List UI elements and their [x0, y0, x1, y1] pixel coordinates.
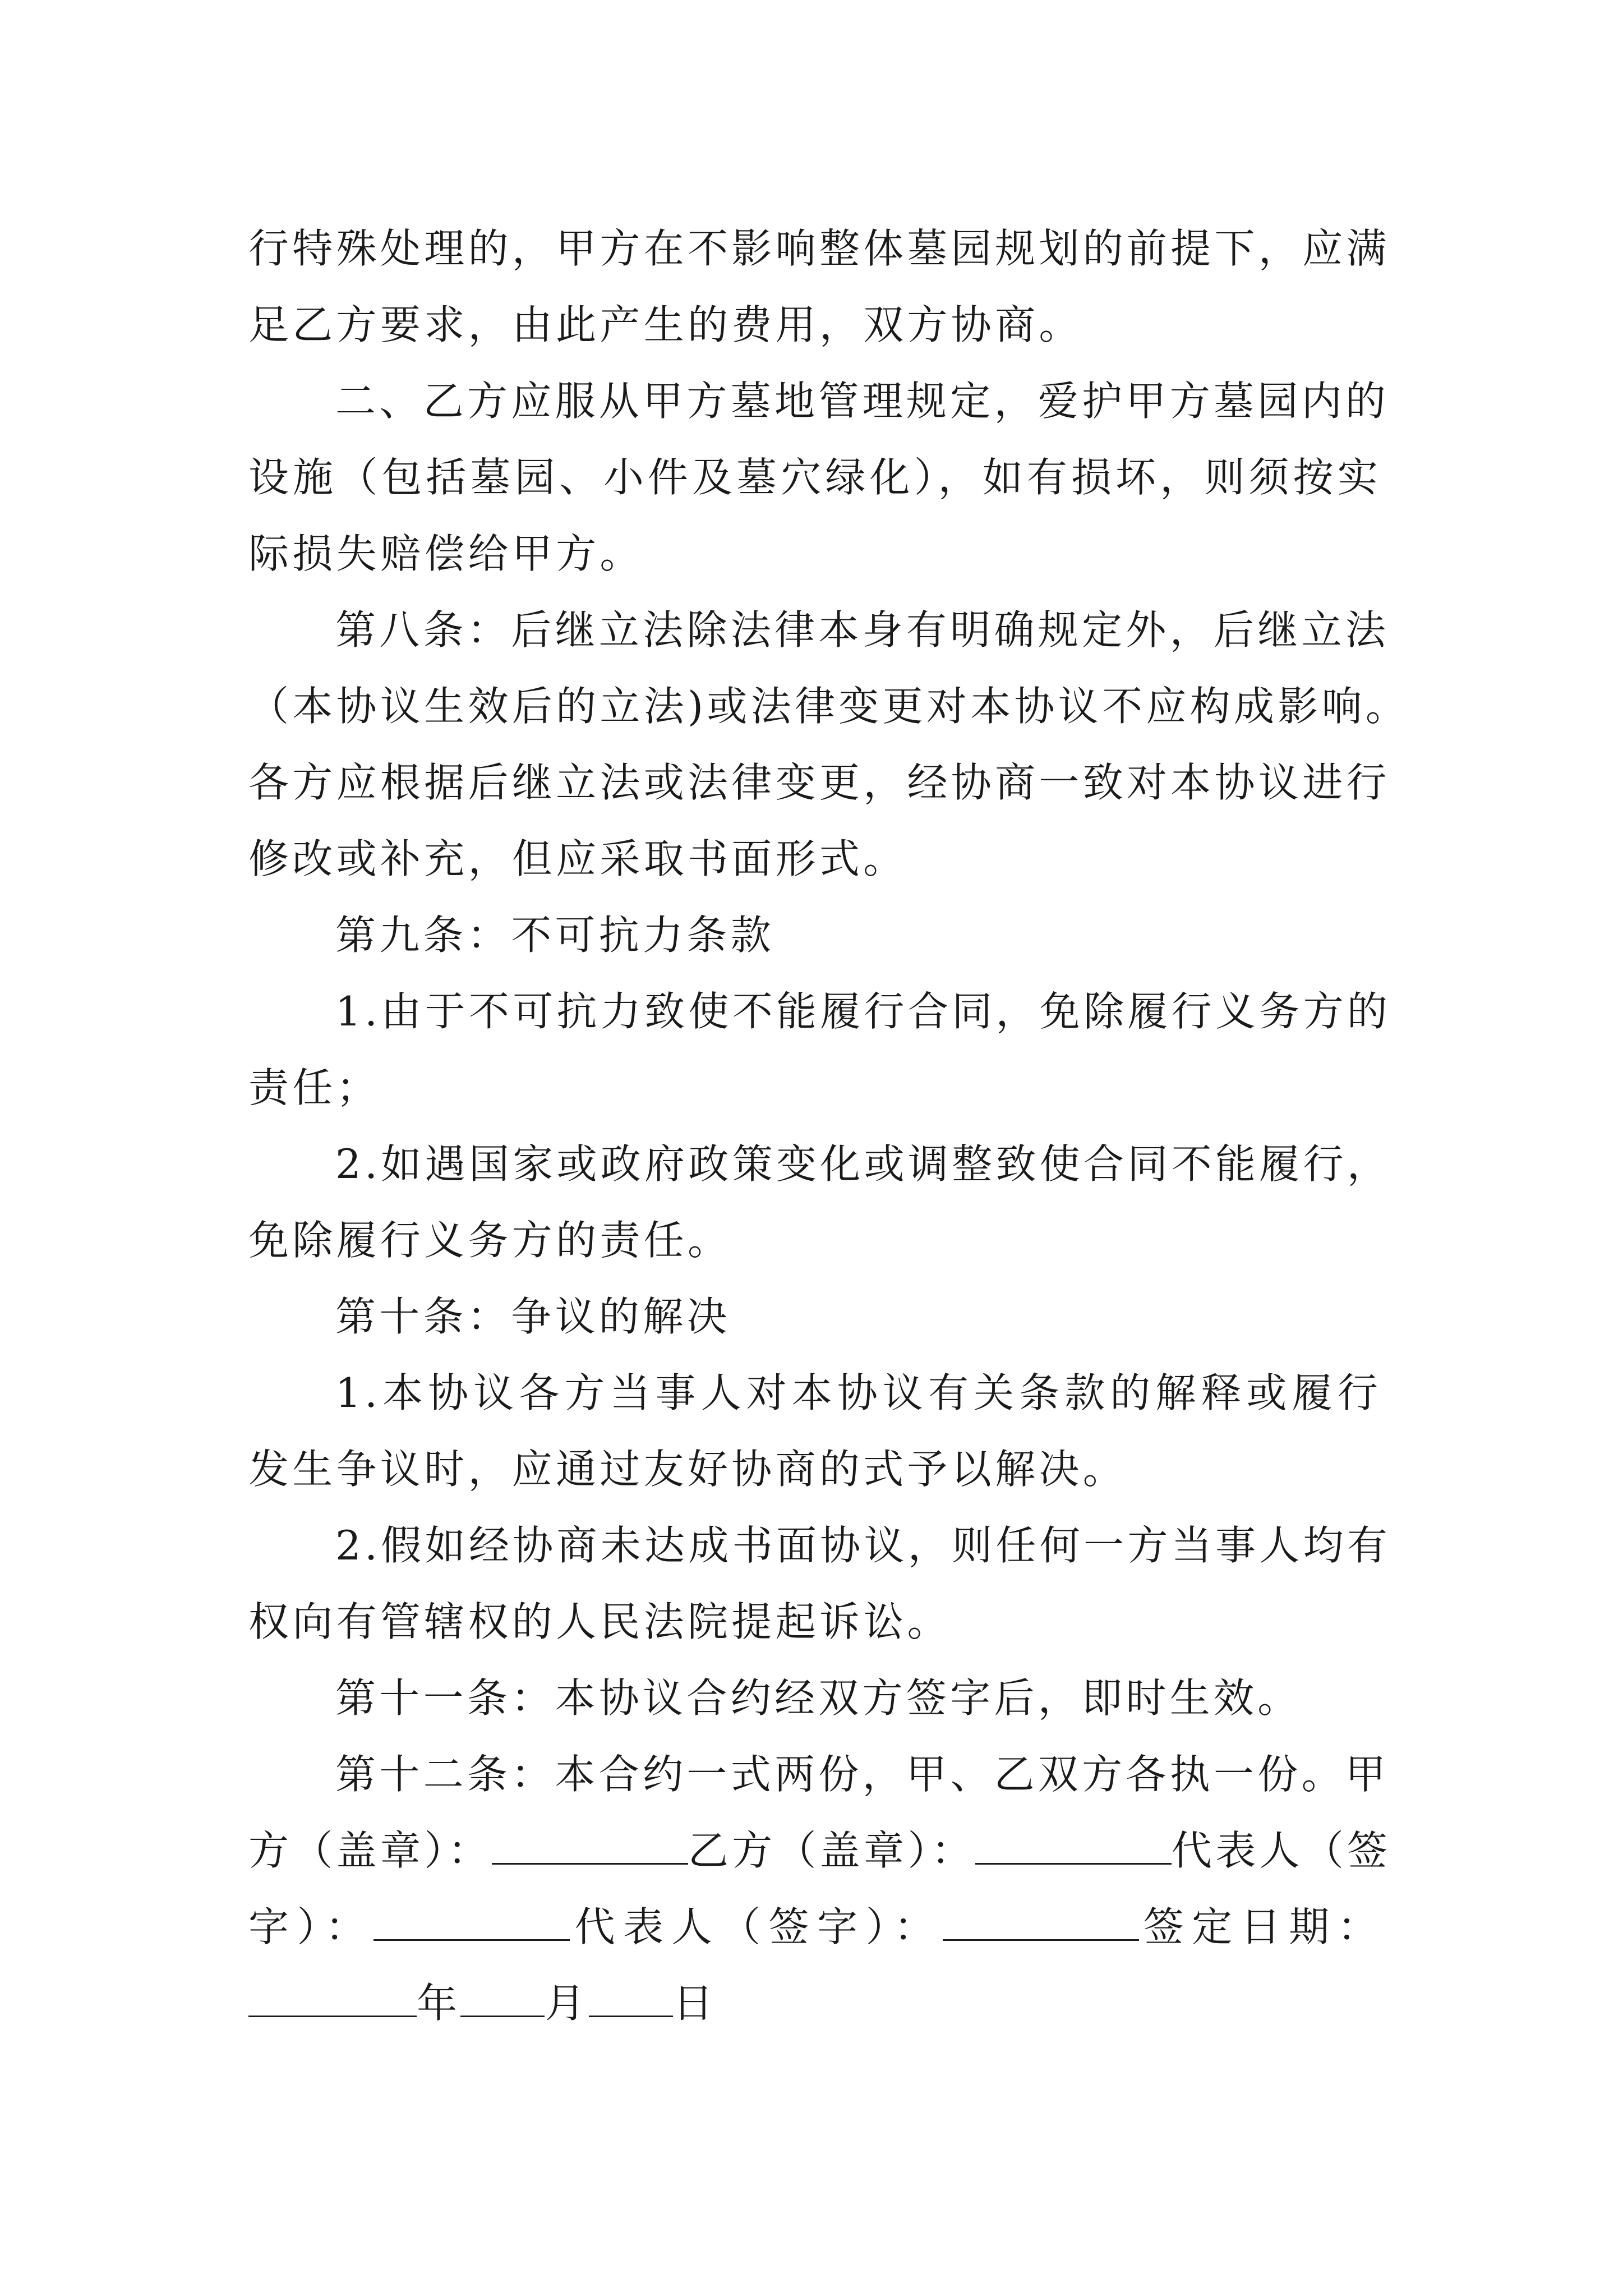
party-a-seal-blank[interactable] — [492, 1827, 688, 1865]
year-label: 年 — [417, 1980, 461, 2027]
text-line: 第十一条：本协议合约经双方签字后，即时生效。 — [335, 1674, 1302, 1722]
text-line: 免除履行义务方的责任。 — [248, 1217, 732, 1264]
rep-sign-blank-2[interactable] — [943, 1903, 1139, 1941]
text-line: 第十二条：本合约一式两份，甲、乙双方各执一份。甲 — [335, 1751, 1390, 1798]
day-blank[interactable] — [589, 1980, 673, 2017]
text-line: 行特殊处理的，甲方在不影响整体墓园规划的前提下，应满 — [248, 225, 1390, 272]
month-blank[interactable] — [460, 1980, 545, 2017]
day-label: 日 — [672, 1980, 717, 2027]
document-body — [248, 210, 1410, 1812]
text-line: 第八条：后继立法除法律本身有明确规定外，后继立法 — [335, 606, 1390, 654]
party-a-seal-label: 方（盖章）： — [248, 1827, 492, 1874]
text-line: 修改或补充，但应采取书面形式。 — [248, 835, 907, 882]
year-blank[interactable] — [248, 1980, 417, 2017]
text-line: 权向有管辖权的人民法院提起诉讼。 — [248, 1598, 951, 1645]
text-line: 2.如遇国家或政府政策变化或调整致使合同不能履行， — [335, 1140, 1391, 1188]
document-page — [248, 210, 1410, 2041]
text-line: 际损失赔偿给甲方。 — [248, 530, 644, 577]
text-line: 各方应根据后继立法或法律变更，经协商一致对本协议进行 — [248, 759, 1390, 806]
text-line: 第十条：争议的解决 — [335, 1293, 731, 1340]
party-b-seal-label: 乙方（盖章）： — [688, 1827, 975, 1874]
text-line: 第九条：不可抗力条款 — [335, 912, 775, 959]
text-line: 设施（包括墓园、小件及墓穴绿化），如有损坏，则须按实 — [248, 454, 1381, 501]
text-line: 1.本协议各方当事人对本协议有关条款的解释或履行 — [335, 1369, 1381, 1416]
month-label: 月 — [545, 1980, 589, 2027]
rep-sign-label-end: 字）： — [248, 1903, 374, 1950]
text-line: 发生争议时，应通过友好协商的式予以解决。 — [248, 1446, 1127, 1493]
party-b-seal-blank[interactable] — [975, 1827, 1172, 1865]
date-line — [248, 1965, 1381, 2041]
rep-sign-label-2: 代表人（签字）： — [570, 1903, 943, 1950]
text-line: 责任； — [248, 1064, 380, 1111]
sign-date-label: 签定日期： — [1138, 1903, 1381, 1950]
rep-sign-blank-1[interactable] — [374, 1903, 570, 1941]
signature-line-1 — [248, 1812, 1391, 1889]
signature-line-2 — [248, 1889, 1381, 1965]
text-line: 二、乙方应服从甲方墓地管理规定，爱护甲方墓园内的 — [335, 378, 1390, 425]
text-line: 2.假如经协商未达成书面协议，则任何一方当事人均有 — [335, 1522, 1391, 1569]
rep-sign-label-start: 代表人（签 — [1171, 1827, 1391, 1874]
text-line: 足乙方要求，由此产生的费用，双方协商。 — [248, 301, 1083, 348]
text-line: （本协议生效后的立法)或法律变更对本协议不应构成影响。 — [248, 683, 1410, 730]
text-line: 1.由于不可抗力致使不能履行合同，免除履行义务方的 — [335, 988, 1391, 1035]
